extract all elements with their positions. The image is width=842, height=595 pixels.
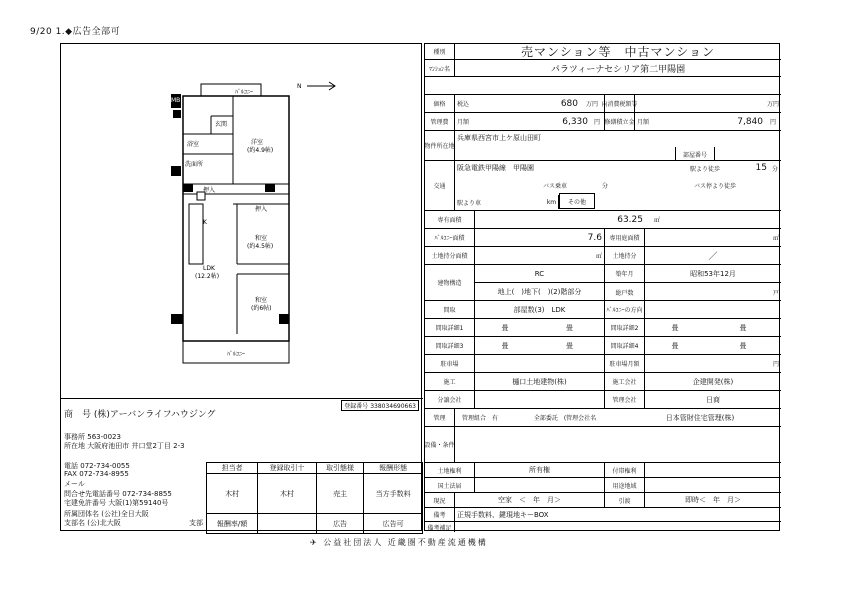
bath-label: 浴室 xyxy=(187,141,200,148)
tel-label: 電話 xyxy=(64,462,78,470)
management-form: 全部委託 (管理会社名 xyxy=(533,415,597,422)
layout-detail: 畳 xyxy=(501,323,509,332)
repair-label: 修繕積立金 xyxy=(605,113,635,130)
bus-label: バス乗車 xyxy=(542,182,567,190)
walk-minutes: 15 xyxy=(755,163,767,173)
car-label: 駅より車 xyxy=(457,199,482,207)
room-size-label: (約4.9帖) xyxy=(247,147,274,154)
staff-table xyxy=(206,462,423,532)
layout-detail: 畳 xyxy=(739,341,747,350)
storage-label: 押入 xyxy=(255,206,268,213)
staff-value: 木村 xyxy=(258,474,317,514)
inquiry-tel: 072-734-8855 xyxy=(122,490,172,498)
status-label: 現況 xyxy=(425,493,455,507)
bus-walk-label: バス停より徒歩 xyxy=(693,182,736,190)
landshare-area-unit: ㎡ xyxy=(475,247,605,264)
footer-organization xyxy=(310,537,488,548)
registration-number: 登録番号 338034690663 xyxy=(341,400,419,411)
address-label: 所在地 xyxy=(64,442,85,450)
north-label: N xyxy=(297,83,302,90)
status-value: 空家 ＜ 年 月＞ xyxy=(455,493,605,507)
storage2-label: 押入 xyxy=(203,187,216,194)
washitsu3-label: 和室 xyxy=(255,297,268,304)
left-panel xyxy=(60,43,422,531)
train-line: 阪急電鉄甲陽線 甲陽園 xyxy=(457,164,534,172)
management-label: 管理 xyxy=(425,409,455,426)
association-label: 所属団体名 xyxy=(64,510,99,518)
association: (公社)全日大阪 xyxy=(101,510,149,518)
kind-label: 種別 xyxy=(425,44,455,59)
parking-label: 駐車場 xyxy=(425,355,475,372)
license-label: 宅建免許番号 xyxy=(64,499,106,507)
postal-code: 563-0023 xyxy=(87,433,121,441)
inquiry-label: 問合せ先電話番号 xyxy=(64,490,120,498)
building-rights-label: 付帯権利 xyxy=(605,463,645,477)
price-value: 680 xyxy=(560,98,578,109)
landshare-label: 土地持分 xyxy=(605,247,645,264)
staff-value: 売主 xyxy=(316,474,363,514)
balcony-area-label: ﾊﾞﾙｺﾆｰ面積 xyxy=(425,229,475,246)
footer-text: 公益社団法人 近畿圏不動産流通機構 xyxy=(323,538,488,547)
structure-value: RC xyxy=(475,265,605,283)
company-name-label: 商 号 xyxy=(64,410,92,420)
built-value: 昭和53年12月 xyxy=(645,265,781,283)
balcony-top-label: ﾊﾞﾙｺﾆｰ xyxy=(235,89,254,96)
mgmt-unit: 円 xyxy=(590,113,605,130)
handover-value: 即時＜ 年 月＞ xyxy=(685,496,741,504)
staff-header: 報酬形態 xyxy=(364,463,423,474)
company-name: (株)アーバンライフハウジング xyxy=(93,410,216,420)
staff-header: 担当者 xyxy=(207,463,258,474)
zoning-label: 用途地域 xyxy=(605,478,645,492)
fax-label: FAX xyxy=(64,470,77,478)
washitsu2-size-label: (約4.5帖) xyxy=(247,243,274,250)
room-label: 洋室 xyxy=(251,139,264,146)
mgmt-sub: 月額 xyxy=(457,119,470,126)
notes-value: 正規手数料、鍵現地キーBOX xyxy=(457,510,549,519)
price-unit: 万円 xyxy=(580,95,605,112)
contractor-value: 企建開発(株) xyxy=(692,377,734,386)
tax-unit: 万円 xyxy=(766,101,779,108)
price-label: 価格 xyxy=(425,95,455,112)
page-header: 9/20 1.◆広告全部可 xyxy=(30,27,121,37)
floors-value: 地上( )地下( )(2)階部分 xyxy=(475,283,605,301)
tel: 072-734-0055 xyxy=(80,462,130,470)
management-company-name: 日本管財住宅管理(株) xyxy=(665,413,735,422)
private-garden-unit: ㎡ xyxy=(772,235,779,242)
entrance-label: 玄関 xyxy=(215,121,228,128)
layout-value: 部屋数(3) LDK xyxy=(475,301,605,318)
private-garden-label: 専用庭面積 xyxy=(605,229,645,246)
area-unit: ㎡ xyxy=(653,217,660,224)
washitsu2-label: 和室 xyxy=(255,235,268,242)
repair-fund: 7,840 xyxy=(737,116,763,127)
parking-fee-unit: 円 xyxy=(772,361,779,368)
layout-detail: 畳 xyxy=(671,341,679,350)
layout-detail3-label: 間取詳細3 xyxy=(425,337,475,354)
repair-sub: 月額 xyxy=(637,119,650,126)
washroom-label: 洗面所 xyxy=(185,161,204,168)
branch-suffix: 支部 xyxy=(189,519,203,527)
handover-label: 引渡 xyxy=(605,493,645,507)
other-label: その他 xyxy=(559,193,595,209)
car-unit: km xyxy=(545,195,559,209)
builder-value: 樋口土地建物(株) xyxy=(475,373,605,390)
address: 大阪府池田市 井口堂2丁目 2-3 xyxy=(87,442,185,450)
walk-unit: 分 xyxy=(771,165,778,173)
seller-label: 分譲会社 xyxy=(425,391,475,408)
license: 大阪(1)第59140号 xyxy=(108,499,169,507)
contractor-label: 施工会社 xyxy=(605,373,645,390)
layout-detail: 畳 xyxy=(535,337,605,354)
units-unit: 戸 xyxy=(772,289,779,297)
balcony-bottom-label: ﾊﾞﾙｺﾆｰ xyxy=(227,351,246,358)
management-sub: 管理組合 有 xyxy=(461,415,498,422)
tax-label: 内消費税額等 xyxy=(605,95,635,112)
staff-footer: 報酬率/額 xyxy=(207,514,258,534)
staff-header: 登録取引十 xyxy=(258,463,317,474)
staff-value: 当方手数料 xyxy=(364,474,423,514)
structure-label: 建物構造 xyxy=(425,265,475,300)
conditions-label: 設備・条件 xyxy=(425,427,455,462)
staff-footer: 広告可 xyxy=(364,514,423,534)
notes-label: 備考 xyxy=(425,508,455,521)
layout-detail1-label: 間取詳細1 xyxy=(425,319,475,336)
floor-plan-drawing xyxy=(61,44,423,399)
ldk-label: LDK xyxy=(203,265,215,272)
layout-detail4-label: 間取詳細4 xyxy=(605,337,645,354)
ldk-size-label: (12.2帖) xyxy=(195,273,220,280)
mgmt-fee: 6,330 xyxy=(562,116,588,127)
layout-detail: 畳 xyxy=(501,341,509,350)
mail-label: メール xyxy=(64,480,85,488)
layout-detail: 畳 xyxy=(671,323,679,332)
land-rights-value: 所有権 xyxy=(475,463,605,477)
transport-label: 交通 xyxy=(425,161,455,210)
floor-plan xyxy=(61,44,423,399)
bus-unit: 分 xyxy=(601,182,608,190)
land-rights-label: 土地権利 xyxy=(425,463,475,477)
land-law-label: 国土法届 xyxy=(425,478,475,492)
location: 兵庫県西宮市上ケ原山田町 xyxy=(457,134,541,142)
kitchen-label: K xyxy=(203,219,207,226)
staff-value: 木村 xyxy=(207,474,258,514)
area-value: 63.25 xyxy=(617,214,643,225)
parking-fee-label: 駐車場月額 xyxy=(605,355,645,372)
layout-detail: 畳 xyxy=(739,323,747,332)
builder-label: 施工 xyxy=(425,373,475,390)
staff-header: 取引態様 xyxy=(316,463,363,474)
built-label: 築年月 xyxy=(605,265,645,283)
room-no-label: 部屋番号 xyxy=(675,147,715,161)
layout-label: 間取 xyxy=(425,301,475,318)
balcony-direction-label: ﾊﾞﾙｺﾆｰの方向 xyxy=(605,301,645,318)
balcony-area: 7.6 xyxy=(475,229,605,246)
mansion-name: パラツィーナセシリア第二甲陽園 xyxy=(550,64,686,75)
location-label: 物件所在地 xyxy=(425,131,455,160)
fax: 072-734-8955 xyxy=(79,470,129,478)
staff-footer: 広告 xyxy=(316,514,363,534)
property-kind: 売マンション等 中古マンション xyxy=(521,45,715,59)
branch-label: 支部名 xyxy=(64,519,85,527)
organization-logo-icon: ✈ xyxy=(310,538,319,547)
layout-detail: 畳 xyxy=(535,319,605,336)
units-label: 総戸数 xyxy=(605,283,645,301)
price-sub: 税込 xyxy=(457,101,470,108)
mb-label: MB xyxy=(171,97,181,104)
mansion-name-label: ﾏﾝｼｮﾝ名 xyxy=(425,60,455,76)
staff-footer xyxy=(258,514,317,534)
landshare-area-label: 土地持分面積 xyxy=(425,247,475,264)
repair-unit: 円 xyxy=(769,119,776,126)
branch: (公)北大阪 xyxy=(87,519,121,527)
office-label: 事務所 xyxy=(64,433,85,441)
walk-label: 駅より徒歩 xyxy=(689,165,720,173)
landshare-value: ／ xyxy=(708,252,718,262)
mgmt-fee-label: 管理費 xyxy=(425,113,455,130)
washitsu3-size-label: (約6帖) xyxy=(251,305,272,312)
supplement-label: 備考補足 xyxy=(425,522,455,532)
area-label: 専有面積 xyxy=(425,211,475,228)
ps-label: PS xyxy=(185,187,193,194)
mgmt-company-value: 日商 xyxy=(706,395,720,404)
layout-detail2-label: 間取詳細2 xyxy=(605,319,645,336)
property-sheet xyxy=(424,43,780,531)
mgmt-company-label: 管理会社 xyxy=(605,391,645,408)
